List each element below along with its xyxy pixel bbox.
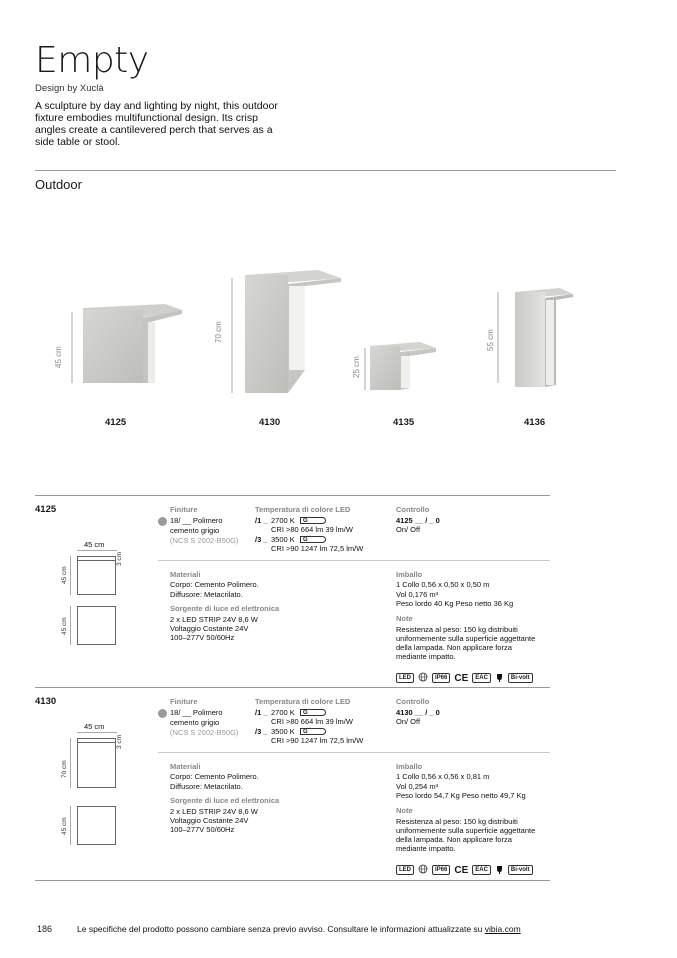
certification-badges — [396, 861, 533, 879]
note-line-1: Resistenza al peso: 150 kg distribuiti — [396, 817, 518, 826]
product-4136-image — [515, 288, 573, 387]
drawing-side-height-4125: 45 cm — [61, 566, 68, 584]
height-label-4135: 25 cm — [352, 356, 361, 378]
led-badge: LED — [396, 865, 414, 875]
materials-label: Materiali — [170, 762, 201, 771]
material-diffuser: Diffusore: Metacrilato. — [170, 590, 243, 599]
temp3-code: /3 _ — [255, 535, 268, 544]
drawing-front-height-4130: 45 cm — [61, 817, 68, 835]
temp3-kelvin: 3500 K — [271, 535, 295, 544]
ce-mark: CE — [454, 672, 469, 684]
temp1-kelvin: 2700 K — [271, 708, 295, 717]
spec-divider-4130 — [35, 687, 550, 688]
spec-code-4130: 4130 — [35, 696, 57, 707]
note-label: Note — [396, 806, 413, 815]
ce-mark: CE — [454, 864, 469, 876]
products-illustration — [0, 260, 677, 410]
note-line-2: uniformemente sulla superficie aggettante — [396, 826, 536, 835]
source-line-1: 2 x LED STRIP 24V 8,6 W — [170, 615, 258, 624]
energy-class-badge: G — [300, 709, 326, 716]
control-value: On/ Off — [396, 717, 421, 726]
drawing-side-view-4125 — [77, 556, 116, 595]
note-line-3: della lampada. Non applicare forza — [396, 643, 512, 652]
temperature-label: Temperatura di colore LED — [255, 505, 351, 514]
globe-icon — [418, 669, 428, 687]
packing-label: Imballo — [396, 762, 423, 771]
drawing-thickness-4125: 3 cm — [116, 551, 123, 566]
note-label: Note — [396, 614, 413, 623]
product-4135-image — [370, 342, 436, 390]
drawing-front-view-4125 — [77, 606, 116, 645]
note-line-1: Resistenza al peso: 150 kg distribuiti — [396, 625, 518, 634]
temperature-label: Temperatura di colore LED — [255, 697, 351, 706]
note-line-4: mediante impatto. — [396, 652, 456, 661]
spec-divider-bottom — [35, 880, 550, 881]
product-code-4130: 4130 — [259, 417, 281, 428]
temp1-kelvin: 2700 K — [271, 516, 295, 525]
finish-ncs: (NCS S 2002-B50G) — [170, 728, 239, 737]
finish-name: cemento grigio — [170, 526, 220, 535]
product-code-4136: 4136 — [524, 417, 546, 428]
finiture-label: Finiture — [170, 505, 198, 514]
energy-class-badge: G — [300, 728, 326, 735]
bivolt-badge: Bi-volt — [508, 673, 533, 683]
height-label-4136: 55 cm — [486, 329, 495, 351]
packing-line-3: Peso lordo 40 Kg Peso netto 36 Kg — [396, 599, 514, 608]
note-line-2: uniformemente sulla superficie aggettante — [396, 634, 536, 643]
designer-credit: Design by Xuclà — [35, 83, 104, 94]
temp3-cri: CRI >90 1247 lm 72,5 lm/W — [271, 544, 364, 553]
footer-disclaimer — [77, 924, 521, 934]
control-label: Controllo — [396, 505, 430, 514]
source-line-3: 100–277V 50/60Hz — [170, 633, 235, 642]
certification-badges — [396, 669, 533, 687]
drawing-front-height-4125: 45 cm — [61, 617, 68, 635]
source-label: Sorgente di luce ed elettronica — [170, 796, 280, 805]
control-value: On/ Off — [396, 525, 421, 534]
drawing-top-width-4125: 45 cm — [84, 540, 105, 549]
control-label: Controllo — [396, 697, 430, 706]
section-title: Outdoor — [35, 177, 82, 192]
energy-class-badge: G — [300, 517, 326, 524]
finish-swatch-grey — [158, 517, 167, 526]
plug-icon — [495, 669, 504, 687]
led-badge: LED — [396, 673, 414, 683]
globe-icon — [418, 861, 428, 879]
temp3-kelvin: 3500 K — [271, 727, 295, 736]
finish-code: 18/ __ Polimero — [170, 516, 223, 525]
temp1-cri: CRI >80 664 lm 39 lm/W — [271, 525, 353, 534]
finish-ncs: (NCS S 2002-B50G) — [170, 536, 239, 545]
spec-divider-4125 — [35, 495, 550, 496]
page-number: 186 — [37, 924, 53, 934]
packing-line-2: Vol 0,254 m³ — [396, 782, 439, 791]
material-body: Corpo: Cemento Polimero. — [170, 580, 259, 589]
eac-badge: EAC — [472, 673, 491, 683]
material-body: Corpo: Cemento Polimero. — [170, 772, 259, 781]
ip-rating-badge: IP66 — [432, 865, 450, 875]
temp1-cri: CRI >80 664 lm 39 lm/W — [271, 717, 353, 726]
packing-line-2: Vol 0,176 m³ — [396, 590, 439, 599]
drawing-top-width-4130: 45 cm — [84, 722, 105, 731]
temp1-code: /1 _ — [255, 516, 268, 525]
bivolt-badge: Bi-volt — [508, 865, 533, 875]
product-code-4135: 4135 — [393, 417, 415, 428]
source-line-2: Voltaggio Costante 24V — [170, 816, 249, 825]
materials-label: Materiali — [170, 570, 201, 579]
packing-line-1: 1 Collo 0,56 x 0,56 x 0,81 m — [396, 772, 490, 781]
eac-badge: EAC — [472, 865, 491, 875]
page-title: Empty — [35, 40, 149, 81]
product-4125-image — [83, 304, 182, 383]
finish-swatch-grey — [158, 709, 167, 718]
material-diffuser: Diffusore: Metacrilato. — [170, 782, 243, 791]
energy-class-badge: G — [300, 536, 326, 543]
packing-label: Imballo — [396, 570, 423, 579]
ip-rating-badge: IP66 — [432, 673, 450, 683]
note-line-4: mediante impatto. — [396, 844, 456, 853]
plug-icon — [495, 861, 504, 879]
spec-code-4125: 4125 — [35, 504, 57, 515]
drawing-thickness-4130: 3 cm — [116, 734, 123, 749]
product-description: A sculpture by day and lighting by night, this outdoor fixture embodies multifunctional design. Its crisp angles create a cantilevered perch that serves as a side table or stool. — [35, 100, 278, 148]
product-code-4125: 4125 — [105, 417, 127, 428]
source-line-3: 100–277V 50/60Hz — [170, 825, 235, 834]
source-label: Sorgente di luce ed elettronica — [170, 604, 280, 613]
finish-code: 18/ __ Polimero — [170, 708, 223, 717]
drawing-side-view-4130 — [77, 738, 116, 788]
temp3-cri: CRI >90 1247 lm 72,5 lm/W — [271, 736, 364, 745]
product-4130-image — [245, 270, 341, 393]
control-code: 4130 __ / _ 0 — [396, 708, 440, 717]
drawing-front-view-4130 — [77, 806, 116, 845]
source-line-2: Voltaggio Costante 24V — [170, 624, 249, 633]
drawing-dim-line — [77, 550, 117, 551]
temp1-code: /1 _ — [255, 708, 268, 717]
packing-line-3: Peso lordo 54,7 Kg Peso netto 49,7 Kg — [396, 791, 526, 800]
packing-line-1: 1 Collo 0,56 x 0,50 x 0,50 m — [396, 580, 490, 589]
footer-text: Le specifiche del prodotto possono cambiare senza previo avviso. Consultare le informazioni attualizzate su — [77, 924, 483, 934]
height-label-4130: 70 cm — [214, 321, 223, 343]
note-line-3: della lampada. Non applicare forza — [396, 835, 512, 844]
drawing-side-height-4130: 70 cm — [61, 760, 68, 778]
vibia-link[interactable]: vibia.com — [484, 924, 521, 934]
finish-name: cemento grigio — [170, 718, 220, 727]
height-label-4125: 45 cm — [54, 346, 63, 368]
temp3-code: /3 _ — [255, 727, 268, 736]
control-code: 4125 __ / _ 0 — [396, 516, 440, 525]
section-divider — [35, 170, 616, 171]
source-line-1: 2 x LED STRIP 24V 8,6 W — [170, 807, 258, 816]
finiture-label: Finiture — [170, 697, 198, 706]
